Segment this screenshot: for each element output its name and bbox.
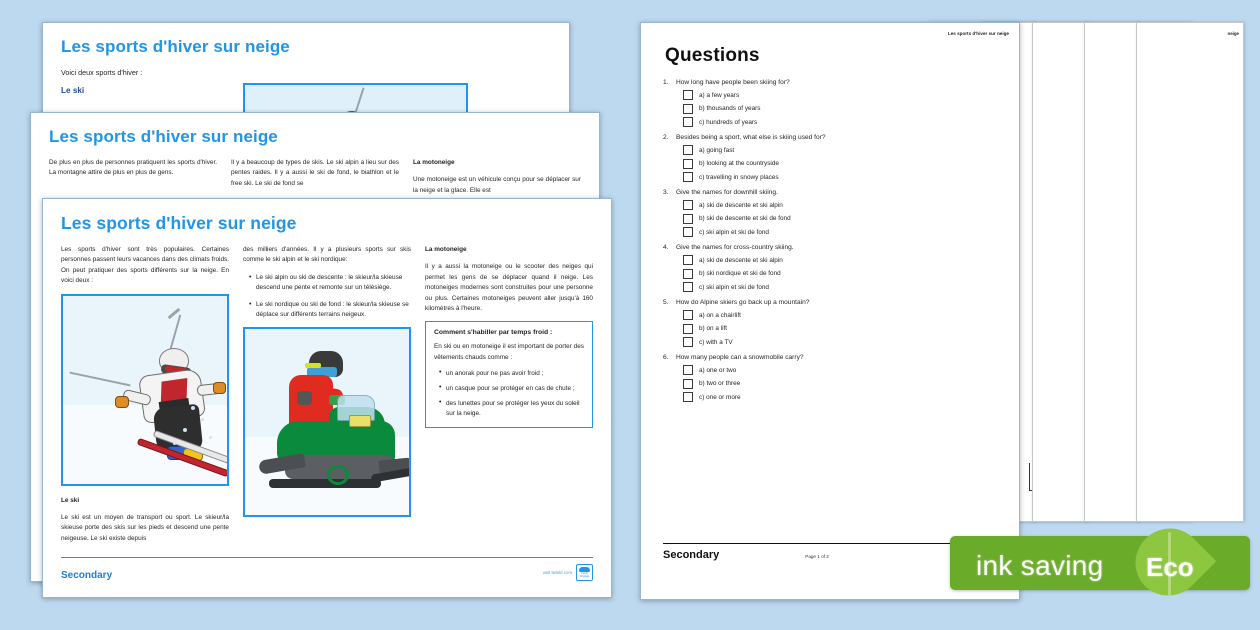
option-row[interactable] (683, 90, 1019, 100)
question-item (663, 354, 1019, 402)
checkbox[interactable] (683, 324, 693, 334)
question-text: Give the names for downhill skiing. (676, 189, 778, 196)
option-label: c) ski alpin et ski de fond (699, 283, 769, 291)
eco-label: Eco (1146, 552, 1194, 582)
body-text: Le ski est un moyen de transport ou sport. Le skieur/la skieuse porte des skis sur les pieds et descend une pente neigeuse. Le ski existe depuis (61, 513, 229, 542)
body-text: Les sports d'hiver sont très populaires. Certaines personnes passent leurs vacances dans des climats froids. On peut pratiquer des sports différents sur la neige. En voici deux : (61, 246, 229, 285)
footer-level-label: Secondary (663, 549, 720, 561)
cold-weather-tip-box (425, 321, 593, 428)
question-number: 1. (663, 79, 669, 86)
checkbox[interactable] (683, 337, 693, 347)
options-list (683, 310, 1019, 347)
option-row[interactable] (683, 145, 1019, 155)
option-row[interactable] (683, 392, 1019, 402)
option-label: b) ski de descente et ski de fond (699, 215, 791, 222)
column-2 (231, 158, 399, 203)
checkbox[interactable] (683, 227, 693, 237)
column-1 (49, 158, 217, 203)
option-row[interactable] (683, 159, 1019, 169)
option-label: b) ski nordique et ski de fond (699, 270, 781, 277)
option-row[interactable] (683, 365, 1019, 375)
option-label: c) hundreds of years (699, 118, 758, 126)
option-label: b) on a lift (699, 325, 728, 332)
option-label: c) with a TV (699, 338, 733, 346)
option-row[interactable] (683, 227, 1019, 237)
page-title: Les sports d'hiver sur neige (61, 37, 290, 56)
intro-subheading: Le ski (61, 86, 85, 95)
option-row[interactable] (683, 214, 1019, 224)
intro-line: Voici deux sports d'hiver : (61, 68, 143, 77)
question-item (663, 134, 1019, 182)
question-text: Give the names for cross-country skiing. (676, 244, 794, 251)
question-item (663, 189, 1019, 237)
option-row[interactable] (683, 324, 1019, 334)
twinkl-badge-line1: Twinkl (581, 571, 588, 575)
question-text: How long have people been skiing for? (676, 79, 790, 86)
twinkl-cloud-icon (579, 567, 590, 572)
list-item: • Le ski alpin ou ski de descente : le skieur/la skieuse descend une pente et remonte sur un télésiège. (251, 273, 411, 294)
ink-saving-eco-badge (950, 528, 1250, 596)
body-text: Il y a aussi la motoneige ou le scooter des neiges qui permet les gens de se déplacer quand il neige. Les motoneiges modernes sont construites pour une personne ou plus. Certaines motoneiges peuvent aller jusqu'à 160 kilomètres à l'heure. (425, 263, 593, 312)
page-number: Page 1 of 2 (805, 554, 829, 559)
checkbox[interactable] (683, 392, 693, 402)
checkbox[interactable] (683, 310, 693, 320)
options-list (683, 145, 1019, 182)
option-row[interactable] (683, 282, 1019, 292)
section-heading: Le ski (61, 496, 80, 504)
checkbox[interactable] (683, 379, 693, 389)
document-footer (61, 557, 593, 581)
question-number: 4. (663, 244, 669, 251)
list-item: • un anorak pour ne pas avoir froid ; (440, 369, 584, 379)
checkbox[interactable] (683, 365, 693, 375)
option-label: a) one or two (699, 366, 737, 374)
option-label: c) ski alpin et ski de fond (699, 228, 769, 236)
option-row[interactable] (683, 310, 1019, 320)
body-text: Une motoneige est un véhicule conçu pour se déplacer sur la neige et la glace. Elle est (413, 176, 581, 194)
body-text: Il y a beaucoup de types de skis. Le ski alpin a lieu sur des pentes raides. Il y a aussi le ski de fond, le biathlon et le free ski. Le ski de fond se (231, 159, 399, 187)
option-label: a) ski de descente et ski alpin (699, 201, 783, 209)
checkbox[interactable] (683, 214, 693, 224)
checkbox[interactable] (683, 172, 693, 182)
checkbox[interactable] (683, 159, 693, 169)
checkbox[interactable] (683, 90, 693, 100)
body-text: des milliers d'années. Il y a plusieurs sports sur skis comme le ski alpin et le ski nordique: (243, 246, 411, 264)
tip-box-body: En ski ou en motoneige il est important de porter des vêtements chauds comme : (434, 343, 584, 361)
checkbox[interactable] (683, 282, 693, 292)
question-number: 2. (663, 134, 669, 141)
document-sheet-front[interactable] (42, 198, 612, 598)
checkbox[interactable] (683, 269, 693, 279)
snowmobile-image (243, 327, 411, 517)
question-item (663, 244, 1019, 292)
option-row[interactable] (683, 104, 1019, 114)
option-row[interactable] (683, 117, 1019, 127)
ski-types-list (243, 273, 411, 321)
question-number: 6. (663, 354, 669, 361)
questions-list (663, 79, 1019, 402)
option-row[interactable] (683, 172, 1019, 182)
question-number: 3. (663, 189, 669, 196)
list-item: • un casque pour se protéger en cas de chute ; (440, 384, 584, 394)
question-text: How many people can a snowmobile carry? (676, 354, 804, 361)
page-title: Les sports d'hiver sur neige (49, 127, 278, 146)
option-label: b) looking at the countryside (699, 160, 779, 167)
twinkl-url[interactable]: visit twinkl.com (542, 570, 572, 575)
tip-box-list (434, 369, 584, 419)
option-label: c) travelling in snowy places (699, 173, 779, 181)
question-item (663, 299, 1019, 347)
questions-sheet[interactable] (640, 22, 1020, 600)
checkbox[interactable] (683, 145, 693, 155)
option-label: a) a few years (699, 91, 740, 99)
option-label: b) two or three (699, 380, 741, 387)
option-row[interactable] (683, 379, 1019, 389)
section-heading: La motoneige (425, 246, 467, 253)
ghost-page-5[interactable] (1136, 22, 1244, 522)
options-list (683, 90, 1019, 127)
checkbox[interactable] (683, 117, 693, 127)
ghost-page-header: neige (1227, 31, 1239, 36)
options-list (683, 365, 1019, 402)
page-title: Les sports d'hiver sur neige (61, 213, 297, 233)
twinkl-badge-line2: Originals (579, 574, 590, 578)
left-document-stack (0, 0, 620, 630)
page-title: Questions (665, 45, 760, 66)
question-number: 5. (663, 299, 669, 306)
column-3 (413, 158, 581, 203)
twinkl-logo (576, 564, 593, 581)
option-label: a) ski de descente et ski alpin (699, 256, 783, 264)
option-label: a) on a chairlift (699, 311, 741, 319)
question-text: Besides being a sport, what else is skiing used for? (676, 134, 826, 141)
column-2 (243, 245, 411, 551)
option-label: a) going fast (699, 146, 735, 154)
checkbox[interactable] (683, 255, 693, 265)
question-item (663, 79, 1019, 127)
option-row[interactable] (683, 255, 1019, 265)
skier-image (61, 294, 229, 486)
option-row[interactable] (683, 269, 1019, 279)
question-text: How do Alpine skiers go back up a mountain? (676, 299, 810, 306)
option-row[interactable] (683, 200, 1019, 210)
running-header: Les sports d'hiver sur neige (947, 31, 1009, 36)
checkbox[interactable] (683, 104, 693, 114)
checkbox[interactable] (683, 200, 693, 210)
body-text: De plus en plus de personnes pratiquent les sports d'hiver. La montagne attire de plus en plus de gens. (49, 159, 217, 177)
questions-footer (663, 543, 997, 561)
column-3 (425, 245, 593, 551)
list-item: • Le ski nordique ou ski de fond : le skieur/la skieuse se déplace sur différents terrains neigeux. (251, 300, 411, 321)
ink-saving-label: ink saving (976, 550, 1104, 581)
option-row[interactable] (683, 337, 1019, 347)
option-label: b) thousands of years (699, 105, 761, 112)
option-label: c) one or more (699, 393, 741, 401)
section-heading: La motoneige (413, 159, 455, 166)
column-1 (61, 245, 229, 551)
list-item: • des lunettes pour se protéger les yeux du soleil sur la neige. (440, 399, 584, 419)
options-list (683, 200, 1019, 237)
options-list (683, 255, 1019, 292)
tip-box-heading: Comment s'habiller par temps froid : (434, 329, 553, 337)
footer-level-label: Secondary (61, 570, 113, 581)
